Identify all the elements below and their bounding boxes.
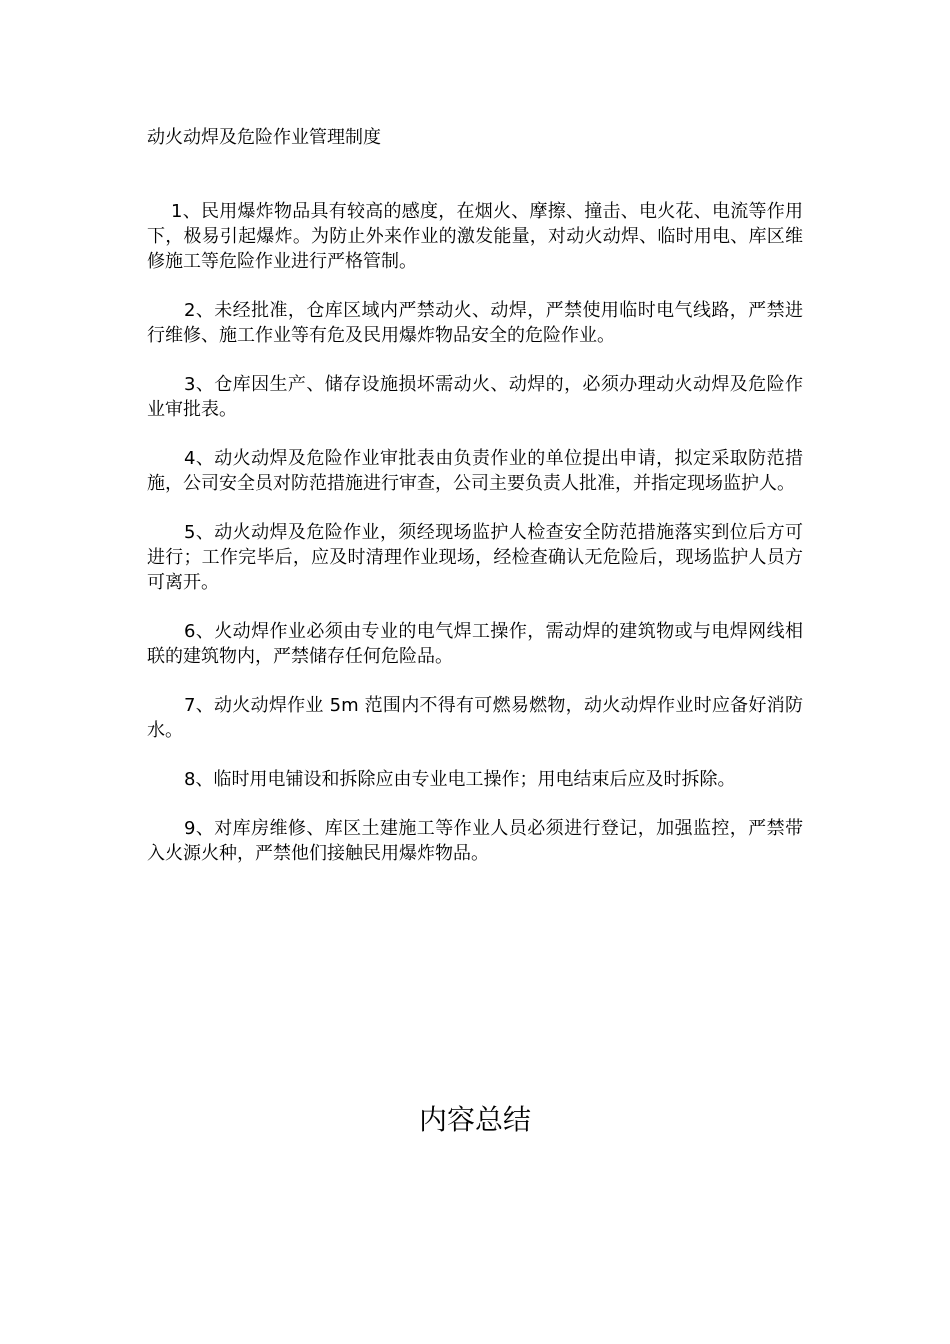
rule-paragraph-5: 5、动火动焊及危险作业，须经现场监护人检查安全防范措施落实到位后方可进行；工作完毕后，应及时清理作业现场，经检查确认无危险后，现场监护人员方可离开。 (147, 522, 803, 593)
rule-paragraph-4: 4、动火动焊及危险作业审批表由负责作业的单位提出申请，拟定采取防范措施，公司安全员对防范措施进行审查，公司主要负责人批准，并指定现场监护人。 (147, 448, 803, 494)
rule-paragraph-9: 9、对库房维修、库区土建施工等作业人员必须进行登记，加强监控，严禁带入火源火种，严禁他们接触民用爆炸物品。 (147, 818, 803, 864)
document-body (147, 199, 803, 890)
summary-heading: 内容总结 (418, 1103, 531, 1136)
rule-paragraph-2: 2、未经批准，仓库区域内严禁动火、动焊，严禁使用临时电气线路，严禁进行维修、施工作业等有危及民用爆炸物品安全的危险作业。 (147, 300, 803, 346)
rule-paragraph-8: 8、临时用电铺设和拆除应由专业电工操作；用电结束后应及时拆除。 (184, 769, 736, 790)
document-title: 动火动焊及危险作业管理制度 (147, 127, 381, 148)
rule-paragraph-1: 1、民用爆炸物品具有较高的感度，在烟火、摩擦、撞击、电火花、电流等作用下，极易引起爆炸。为防止外来作业的激发能量，对动火动焊、临时用电、库区维修施工等危险作业进行严格管制。 (147, 201, 803, 272)
rule-paragraph-3: 3、仓库因生产、储存设施损坏需动火、动焊的，必须办理动火动焊及危险作业审批表。 (147, 374, 803, 420)
rule-paragraph-6: 6、火动焊作业必须由专业的电气焊工操作，需动焊的建筑物或与电焊网线相联的建筑物内，严禁储存任何危险品。 (147, 621, 803, 667)
rule-paragraph-7: 7、动火动焊作业 5m 范围内不得有可燃易燃物，动火动焊作业时应备好消防水。 (147, 695, 803, 741)
